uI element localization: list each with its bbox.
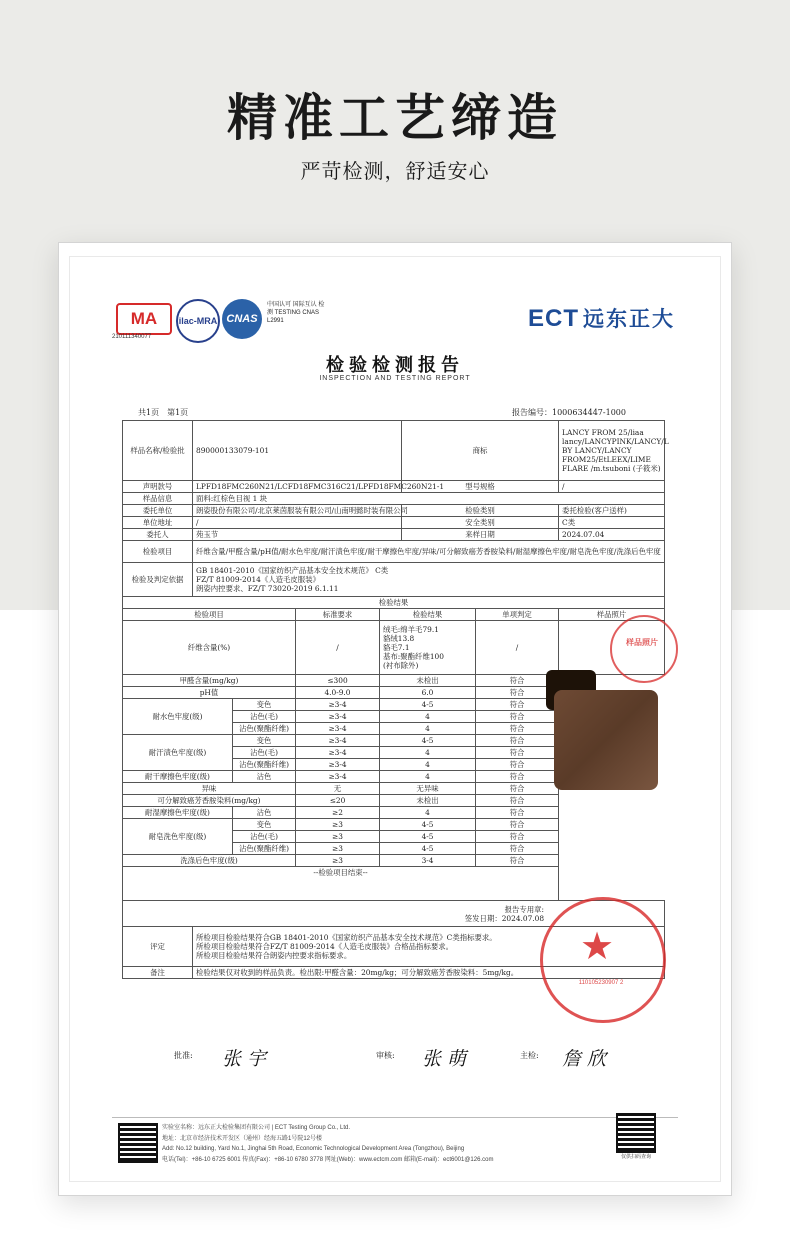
fiber-result bbox=[380, 621, 476, 675]
hero-subtitle: 严苛检测，舒适安心 bbox=[300, 159, 490, 183]
result-verdict: 符合 bbox=[476, 771, 559, 783]
end-marker: --检验项目结束-- bbox=[123, 867, 559, 901]
footer-line: Add: No.12 building, Yard No.1, Jinghai 5th Road, Economic Technological Development Area (Tongzhou), Beijing bbox=[162, 1146, 465, 1152]
sample-photo-stamp bbox=[610, 615, 678, 683]
result-value: 4 bbox=[380, 759, 476, 771]
result-requirement: ≥3-4 bbox=[296, 699, 380, 711]
fiber-requirement: / bbox=[296, 621, 380, 675]
ect-logo bbox=[528, 303, 675, 333]
result-subitem: 沾色 bbox=[233, 807, 296, 819]
unit-address-value: / bbox=[193, 517, 402, 529]
fiber-verdict: / bbox=[476, 621, 559, 675]
result-subitem: 沾色(毛) bbox=[233, 831, 296, 843]
signature-row bbox=[122, 1044, 664, 1068]
ect-brand-cn: 远东正大 bbox=[583, 308, 675, 331]
client-value: 朗姿股份有限公司/北京莱茵服装有限公司/山南明懿时装有限公司 bbox=[193, 505, 402, 517]
model-no-label: 声明款号 bbox=[123, 481, 193, 493]
sample-info-label: 样品信息 bbox=[123, 493, 193, 505]
basis-value bbox=[193, 563, 665, 597]
result-subitem: 变色 bbox=[233, 735, 296, 747]
result-value: 4 bbox=[380, 747, 476, 759]
result-requirement: ≥3 bbox=[296, 855, 380, 867]
result-value: 无异味 bbox=[380, 783, 476, 795]
result-verdict: 符合 bbox=[476, 807, 559, 819]
result-requirement: ≥3 bbox=[296, 831, 380, 843]
main-inspector-signature: 詹 欣 bbox=[562, 1048, 607, 1070]
page-info: 共1页 第1页 bbox=[138, 408, 189, 417]
result-verdict: 符合 bbox=[476, 783, 559, 795]
result-verdict: 符合 bbox=[476, 759, 559, 771]
official-seal-number: 110105230907 2 bbox=[578, 980, 624, 986]
result-verdict: 符合 bbox=[476, 723, 559, 735]
evaluation-line: 所检项目检验结果符合FZ/T 81009-2014《人造毛皮服装》合格品指标要求。 bbox=[196, 942, 454, 951]
result-value: 4 bbox=[380, 771, 476, 783]
model-spec-value: / bbox=[559, 481, 665, 493]
result-requirement: ≤300 bbox=[296, 675, 380, 687]
inspection-report bbox=[78, 265, 712, 1173]
seal-label: 报告专用章: bbox=[504, 904, 545, 914]
principal-label: 委托人 bbox=[123, 529, 193, 541]
result-subitem: 变色 bbox=[233, 699, 296, 711]
cnas-text: 中国认可 国际互认 检测 TESTING CNAS L2991 bbox=[267, 302, 325, 324]
header-requirement: 标准要求 bbox=[296, 609, 380, 621]
main-inspector-label: 主检: bbox=[520, 1051, 539, 1060]
cma-logo: MA bbox=[116, 303, 172, 335]
safety-label: 安全类别 bbox=[402, 517, 559, 529]
sample-date-value: 2024.07.04 bbox=[559, 529, 665, 541]
qr-code-icon[interactable] bbox=[616, 1113, 656, 1153]
result-subitem: 沾色(聚酯纤维) bbox=[233, 843, 296, 855]
result-requirement: ≤20 bbox=[296, 795, 380, 807]
result-value: 6.0 bbox=[380, 687, 476, 699]
hero-title: 精准工艺缔造 bbox=[227, 89, 563, 147]
cma-number: 210111340077 bbox=[112, 334, 152, 340]
report-title-en: INSPECTION AND TESTING REPORT bbox=[319, 375, 471, 382]
note-value: 检验结果仅对收到的样品负责。检出限:甲醛含量：20mg/kg；可分解致癌芳香胺染料：5mg/kg。 bbox=[193, 967, 665, 979]
result-subitem: 沾色(毛) bbox=[233, 711, 296, 723]
brand-label: 商标 bbox=[402, 421, 559, 481]
result-verdict: 符合 bbox=[476, 855, 559, 867]
result-verdict: 符合 bbox=[476, 747, 559, 759]
result-subitem: 变色 bbox=[233, 819, 296, 831]
result-requirement: ≥3 bbox=[296, 819, 380, 831]
result-verdict: 符合 bbox=[476, 819, 559, 831]
principal-value: 苑玉节 bbox=[193, 529, 402, 541]
client-label: 委托单位 bbox=[123, 505, 193, 517]
sample-date-label: 来样日期 bbox=[402, 529, 559, 541]
header-photo: 样品照片 bbox=[559, 609, 665, 621]
result-item: 耐干摩擦色牢度(级) bbox=[123, 771, 233, 783]
footer-divider bbox=[112, 1117, 678, 1118]
test-type-label: 检验类别 bbox=[402, 505, 559, 517]
result-value: 4-5 bbox=[380, 819, 476, 831]
sample-name-value: 890000133079-101 bbox=[193, 421, 402, 481]
issue-date: 签发日期：2024.07.08 bbox=[464, 913, 545, 923]
result-verdict: 符合 bbox=[476, 675, 559, 687]
test-type-value: 委托检验(客户送样) bbox=[559, 505, 665, 517]
basis-line: 朗姿内控要求、FZ/T 73020-2019 6.1.11 bbox=[196, 584, 339, 593]
result-subitem: 沾色(毛) bbox=[233, 747, 296, 759]
header-verdict: 单项判定 bbox=[476, 609, 559, 621]
result-item: 耐水色牢度(级) bbox=[123, 699, 233, 735]
result-item: 耐皂洗色牢度(级) bbox=[123, 819, 233, 855]
brand-value: LANCY FROM 25/liaa lancy/LANCYPINK/LANCY/L BY LANCY/LANCY FROM25/EtLEEX/LIME FLARE /m.tsuboni (子筱米) bbox=[559, 421, 665, 481]
result-item: 可分解致癌芳香胺染料(mg/kg) bbox=[123, 795, 296, 807]
result-requirement: ≥3-4 bbox=[296, 735, 380, 747]
result-value: 4 bbox=[380, 711, 476, 723]
fiber-label: 纤维含量(%) bbox=[123, 621, 296, 675]
review-signature: 张 萌 bbox=[422, 1048, 467, 1070]
result-item: 洗涤后色牢度(级) bbox=[123, 855, 296, 867]
footer-info bbox=[162, 1123, 602, 1165]
fiber-line: 绒毛:绵羊毛79.1 bbox=[383, 625, 439, 634]
footer-line: 实验室名称：远东正大检验集团有限公司 | ECT Testing Group Co., Ltd. bbox=[162, 1125, 351, 1131]
result-item: 甲醛含量(mg/kg) bbox=[123, 675, 296, 687]
sample-name-label: 样品名称/检验批 bbox=[123, 421, 193, 481]
result-value: 3-4 bbox=[380, 855, 476, 867]
star-icon: ★ bbox=[580, 924, 615, 968]
table-row bbox=[123, 795, 665, 807]
basis-line: FZ/T 81009-2014《人造毛皮服装》 bbox=[196, 575, 320, 584]
result-item: 耐汗渍色牢度(级) bbox=[123, 735, 233, 771]
cnas-logo: CNAS bbox=[222, 299, 262, 339]
result-item: 异味 bbox=[123, 783, 296, 795]
evaluation-label: 评定 bbox=[123, 927, 193, 967]
evaluation-line: 所检项目检验结果符合朗姿内控要求指标要求。 bbox=[196, 951, 352, 960]
test-items-value: 纤维含量/甲醛含量/pH值/耐水色牢度/耐汗渍色牢度/耐干摩擦色牢度/异味/可分解致癌芳香胺染料/耐湿摩擦色牢度/耐皂洗色牢度/洗涤后色牢度 bbox=[193, 541, 665, 563]
evaluation-line: 所检项目检验结果符合GB 18401-2010《国家纺织产品基本安全技术规范》C类指标要求。 bbox=[196, 933, 497, 942]
table-row bbox=[123, 819, 665, 831]
unit-address-label: 单位地址 bbox=[123, 517, 193, 529]
result-value: 4-5 bbox=[380, 699, 476, 711]
result-requirement: ≥2 bbox=[296, 807, 380, 819]
table-row bbox=[123, 855, 665, 867]
result-requirement: ≥3-4 bbox=[296, 759, 380, 771]
result-requirement: ≥3-4 bbox=[296, 771, 380, 783]
result-requirement: ≥3-4 bbox=[296, 711, 380, 723]
header-item: 检验项目 bbox=[123, 609, 296, 621]
result-verdict: 符合 bbox=[476, 699, 559, 711]
report-title: 检验检测报告 bbox=[326, 355, 464, 376]
ilac-mra-logo: ilac-MRA bbox=[176, 299, 220, 343]
sample-info-value: 面料:红棕色目视 1 块 bbox=[193, 493, 665, 505]
footer-line: 地址：北京市经济技术开发区（通州）经海五路1号院12号楼 bbox=[162, 1135, 323, 1142]
review-label: 审核: bbox=[376, 1051, 395, 1060]
model-no-value: LPFD18FMC260N21/LCFD18FMC316C21/LPFD18FMC260N21-1 bbox=[193, 481, 402, 493]
result-verdict: 符合 bbox=[476, 735, 559, 747]
result-item: 耐湿摩擦色牢度(级) bbox=[123, 807, 233, 819]
result-value: 未检出 bbox=[380, 675, 476, 687]
report-number: 报告编号：1000634447-1000 bbox=[512, 408, 626, 417]
safety-value: C类 bbox=[559, 517, 665, 529]
result-item: pH值 bbox=[123, 687, 296, 699]
note-label: 备注 bbox=[123, 967, 193, 979]
result-verdict: 符合 bbox=[476, 687, 559, 699]
result-verdict: 符合 bbox=[476, 831, 559, 843]
header-result: 检验结果 bbox=[380, 609, 476, 621]
sample-fabric-swatch bbox=[554, 690, 658, 790]
result-value: 未检出 bbox=[380, 795, 476, 807]
fiber-line: 貉毛7.1 bbox=[383, 643, 410, 652]
result-requirement: ≥3-4 bbox=[296, 747, 380, 759]
result-value: 4 bbox=[380, 723, 476, 735]
result-subitem: 沾色(聚酯纤维) bbox=[233, 723, 296, 735]
sample-photo-stamp-text: 样品照片 bbox=[626, 638, 658, 647]
results-section-title: 检验结果 bbox=[123, 597, 665, 609]
result-verdict: 符合 bbox=[476, 795, 559, 807]
result-value: 4-5 bbox=[380, 843, 476, 855]
result-verdict: 符合 bbox=[476, 843, 559, 855]
result-verdict: 符合 bbox=[476, 711, 559, 723]
footer-line: 电话(Tel)：+86-10 6725 6001 传真(Fax)：+86-10 6780 3778 网址(Web)：www.ectcm.com 邮箱(E-mail)：ect6001@126.com bbox=[162, 1156, 494, 1163]
result-subitem: 沾色 bbox=[233, 771, 296, 783]
result-requirement: ≥3 bbox=[296, 843, 380, 855]
basis-label: 检验及判定依据 bbox=[123, 563, 193, 597]
fiber-line: 基布:聚酯纤维100 bbox=[383, 652, 444, 661]
qr-code-icon[interactable] bbox=[118, 1123, 158, 1163]
test-items-label: 检验项目 bbox=[123, 541, 193, 563]
table-row bbox=[123, 807, 665, 819]
result-requirement: 4.0-9.0 bbox=[296, 687, 380, 699]
qr-label: 仅供扫码查询 bbox=[620, 1154, 651, 1160]
ect-brand: ECT bbox=[528, 305, 579, 332]
result-value: 4 bbox=[380, 807, 476, 819]
basis-line: GB 18401-2010《国家纺织产品基本安全技术规范》 C类 bbox=[196, 566, 389, 575]
fiber-line: (衬布除外) bbox=[383, 661, 419, 670]
fiber-line: 貉绒13.8 bbox=[383, 634, 415, 643]
result-subitem: 沾色(聚酯纤维) bbox=[233, 759, 296, 771]
result-requirement: ≥3-4 bbox=[296, 723, 380, 735]
approve-signature: 张 宇 bbox=[222, 1048, 267, 1070]
approve-label: 批准: bbox=[174, 1051, 193, 1060]
result-requirement: 无 bbox=[296, 783, 380, 795]
result-value: 4-5 bbox=[380, 735, 476, 747]
result-value: 4-5 bbox=[380, 831, 476, 843]
model-spec-label: 型号规格 bbox=[402, 481, 559, 493]
